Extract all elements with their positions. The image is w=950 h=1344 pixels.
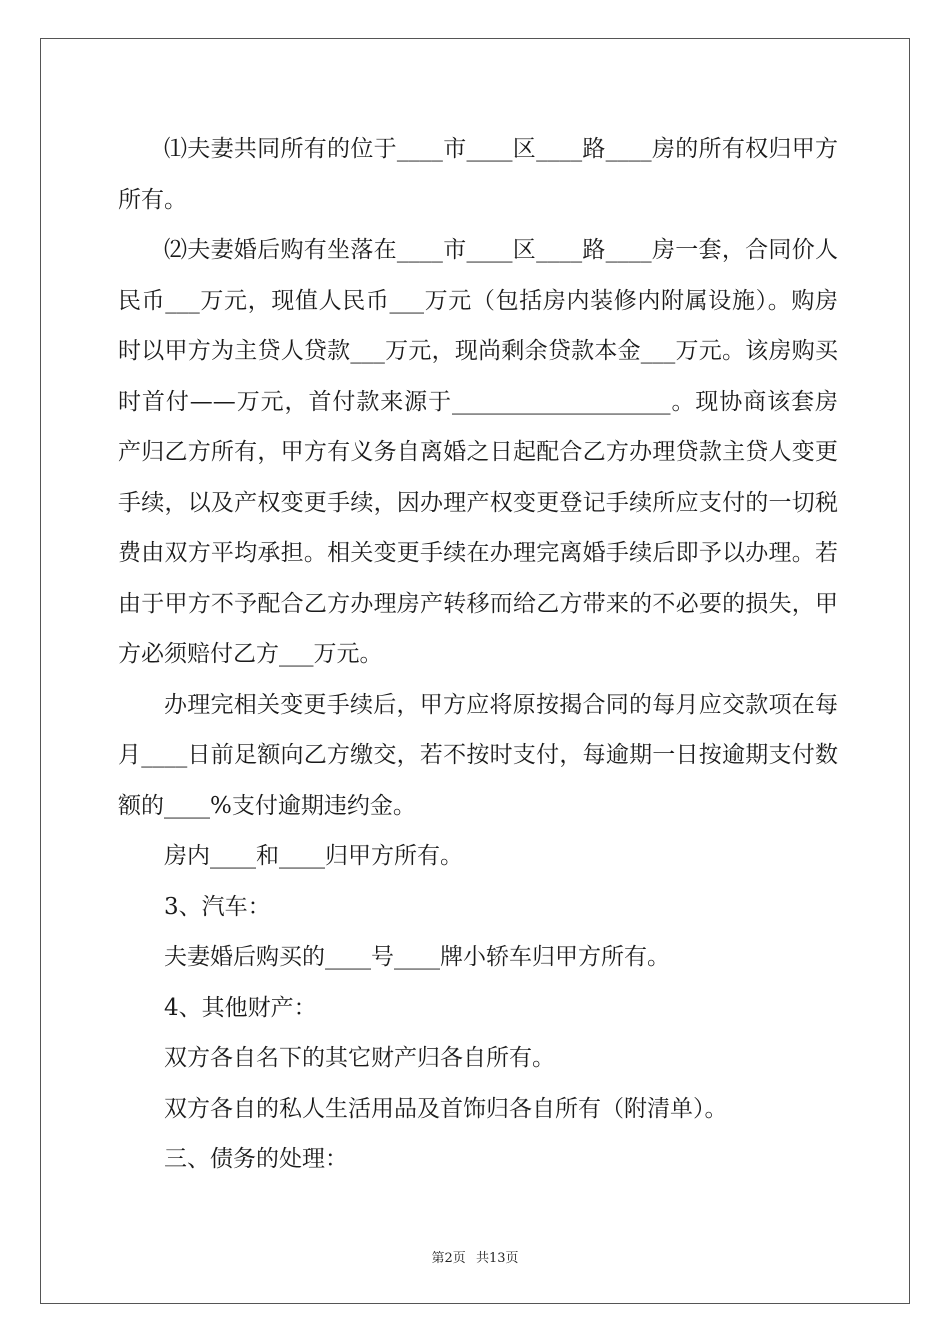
heading-car: 3、汽车： — [164, 893, 271, 920]
paragraph-property-1: ⑴夫妻共同所有的位于____市____区____路____房的所有权归甲方所有。 — [118, 136, 838, 213]
paragraph-house-items: 房内____和____归甲方所有。 — [164, 843, 463, 869]
current-page-label: 第2页 — [431, 1251, 466, 1266]
paragraph-personal-items: 双方各自的私人生活用品及首饰归各自所有（附清单）。 — [164, 1095, 728, 1122]
document-body — [118, 124, 838, 1185]
paragraph-mortgage-payment: 办理完相关变更手续后，甲方应将原按揭合同的每月应交款项在每月____日前足额向乙方缴交，若不按时支付，每逾期一日按逾期支付数额的____%支付逾期违约金。 — [118, 691, 838, 819]
paragraph-car: 夫妻婚后购买的____号____牌小轿车归甲方所有。 — [164, 944, 670, 970]
paragraph-property-2: ⑵夫妻婚后购有坐落在____市____区____路____房一套，合同价人民币___万元，现值人民币___万元（包括房内装修内附属设施）。购房时以甲方为主贷人贷款___万元，现尚剩余贷款本金___万元。该房购买时首付——万元，首付款来源于___________________。现协商该套房产归乙方所有，甲方有义务自离婚之日起配合乙方办理贷款主贷人变更手续，以及产权变更手续，因办理产权变更登记手续所应支付的一切税费由双方平均承担。相关变更手续在办理完离婚手续后即予以办理。若由于甲方不予配合乙方办理房产转移而给乙方带来的不必要的损失，甲方必须赔付乙方___万元。 — [118, 237, 838, 667]
total-pages-label: 共13页 — [475, 1251, 519, 1266]
paragraph-other-property: 双方各自名下的其它财产归各自所有。 — [164, 1045, 555, 1071]
heading-other-property: 4、其他财产： — [164, 994, 317, 1021]
page-footer — [0, 1247, 950, 1266]
heading-debts: 三、债务的处理： — [164, 1146, 348, 1172]
